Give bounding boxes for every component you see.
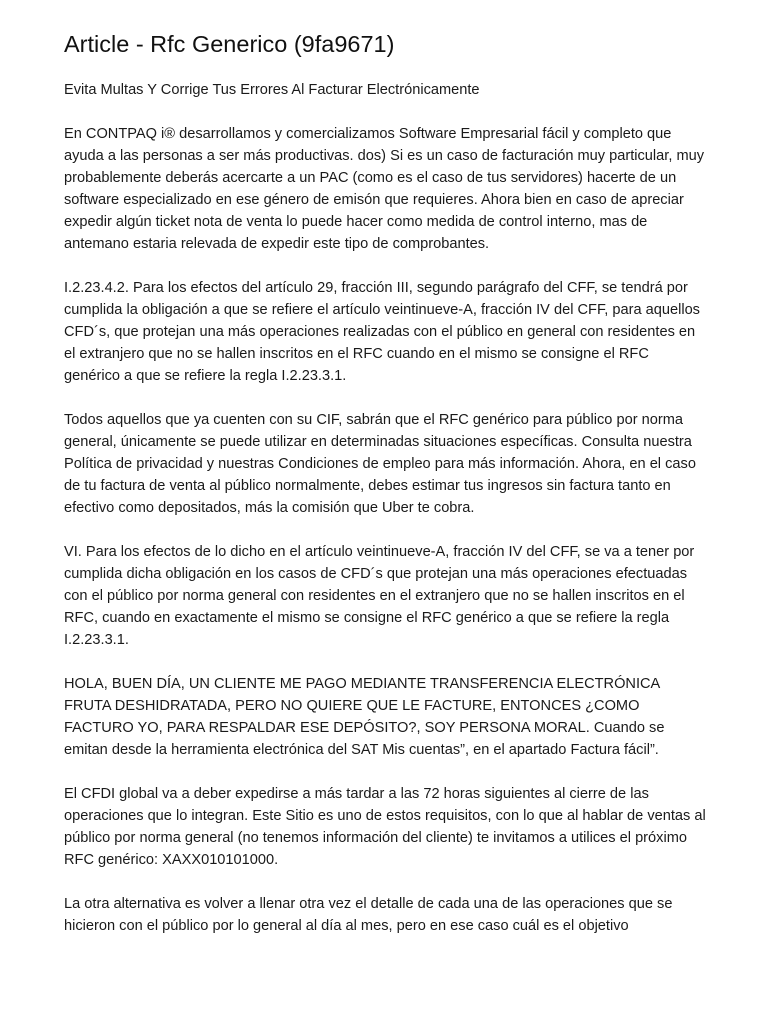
- article-subtitle: Evita Multas Y Corrige Tus Errores Al Facturar Electrónicamente: [64, 82, 480, 98]
- paragraph-fraccion-vi: VI. Para los efectos de lo dicho en el artículo veintinueve-A, fracción IV del CFF, se va a tener por cumplida dicha obligación en los casos de CFD´s que protejan una más operaciones efectuadas con el público por norma general con residentes en el extranjero que no se hallen inscritos en el RFC, cuando en exactamente el mismo se consigne el RFC genérico a que se refiere la regla I.2.23.3.1.: [64, 544, 695, 648]
- article: [64, 26, 706, 937]
- paragraph-contpaq: En CONTPAQ i® desarrollamos y comercializamos Software Empresarial fácil y completo que ayuda a las personas a ser más productivas. dos) Si es un caso de facturación muy particular, muy probablemente deberás acercarte a un PAC (como es el caso de tus servidores) hacerte de un software especializado en ese género de emisón que requieres. Ahora bien en caso de apreciar expedir algún ticket nota de venta lo puede hacer como medida de control interno, mas de antemano estaria relevada de expedir este tipo de comprobantes.: [64, 126, 705, 252]
- paragraph-cif: Todos aquellos que ya cuenten con su CIF, sabrán que el RFC genérico para público por norma general, únicamente se puede utilizar en determinadas situaciones específicas. Consulta nuestra Política de privacidad y nuestras Condiciones de empleo para más información. Ahora, en el caso de tu factura de venta al público normalmente, debes estimar tus ingresos sin factura tanto en efectivo como depositados, más la comisión que Uber te cobra.: [64, 412, 696, 516]
- paragraph-regla-i-2-23-4-2: I.2.23.4.2. Para los efectos del artículo 29, fracción III, segundo parágrafo del CFF, se tendrá por cumplida la obligación a que se refiere el artículo veintinueve-A, fracción IV del CFF, para aquellos CFD´s, que protejan una más operaciones realizadas con el público en general con residentes en el extranjero que no se hallen inscritos en el RFC cuando en el mismo se consigne el RFC genérico a que se refiere la regla I.2.23.3.1.: [64, 280, 700, 384]
- paragraph-pregunta-cliente: HOLA, BUEN DÍA, UN CLIENTE ME PAGO MEDIANTE TRANSFERENCIA ELECTRÓNICA FRUTA DESHIDRATADA, PERO NO QUIERE QUE LE FACTURE, ENTONCES ¿COMO FACTURO YO, PARA RESPALDAR ESE DEPÓSITO?, SOY PERSONA MORAL. Cuando se emitan desde la herramienta electrónica del SAT Mis cuentas”, en el apartado Factura fácil”.: [64, 676, 665, 758]
- article-title: Article - Rfc Generico (9fa9671): [64, 31, 395, 57]
- paragraph-otra-alternativa: La otra alternativa es volver a llenar otra vez el detalle de cada una de las operaciones que se hicieron con el público por lo general al día al mes, pero en ese caso cuál es el objetivo: [64, 896, 673, 934]
- paragraph-cfdi-global: El CFDI global va a deber expedirse a más tardar a las 72 horas siguientes al cierre de las operaciones que lo integran. Este Sitio es uno de estos requisitos, con lo que al hablar de ventas al público por norma general (no tenemos información del cliente) te invitamos a utilices el próximo RFC genérico: XAXX010101000.: [64, 786, 706, 868]
